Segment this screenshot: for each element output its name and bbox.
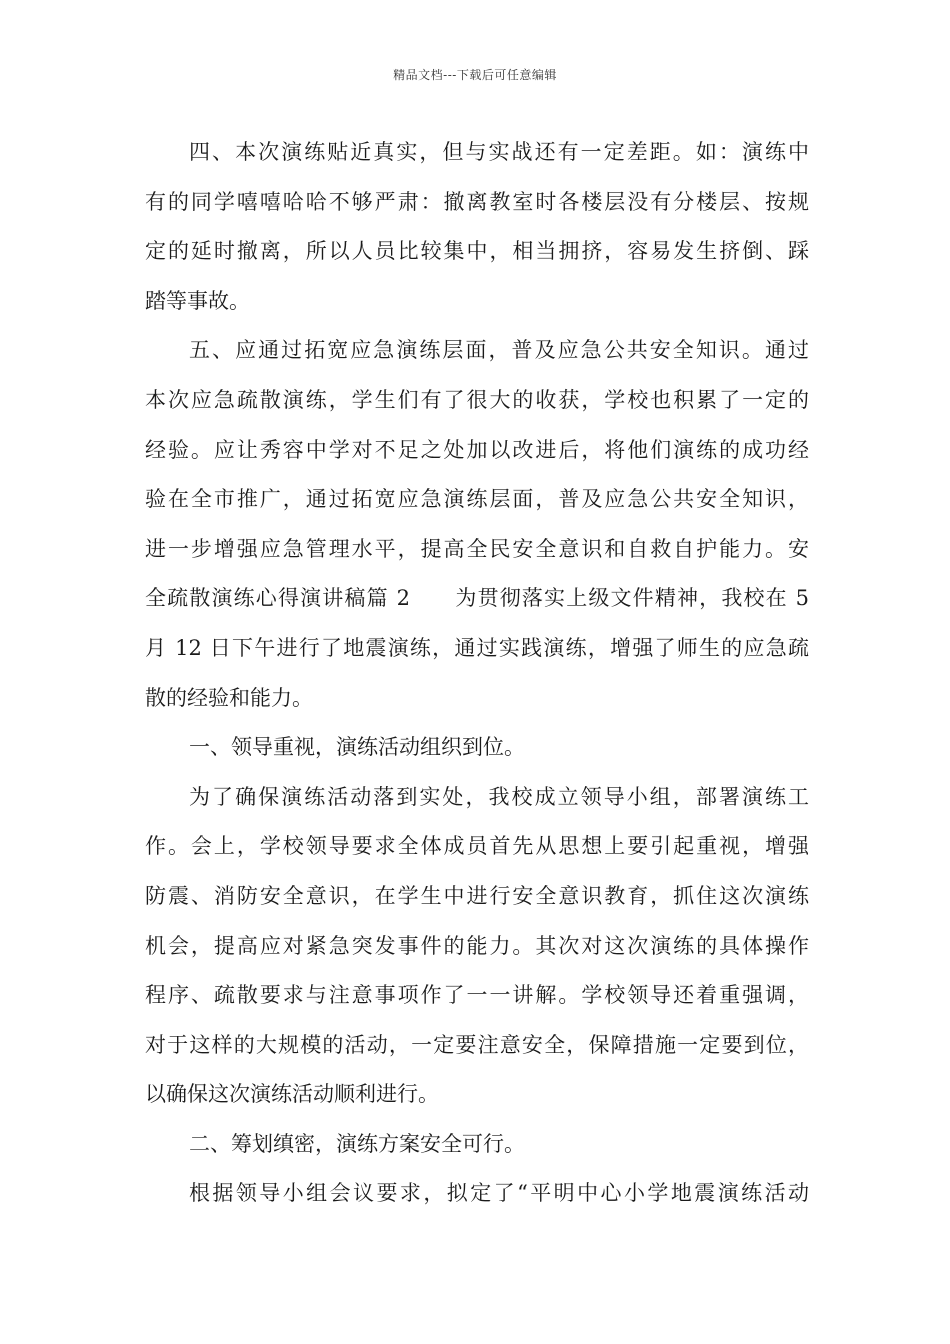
paragraph-line: 验在全市推广，通过拓宽应急演练层面，普及应急公共安全知识，	[145, 487, 809, 512]
paragraph-line: 对于这样的大规模的活动，一定要注意安全，保障措施一定要到位，	[145, 1032, 809, 1057]
paragraph-line: 作。会上，学校领导要求全体成员首先从思想上要引起重视，增强	[145, 834, 809, 859]
paragraph-line: 有的同学嘻嘻哈哈不够严肃：撤离教室时各楼层没有分楼层、按规	[145, 189, 809, 214]
document-body	[145, 128, 809, 1219]
paragraph-line: 五、应通过拓宽应急演练层面，普及应急公共安全知识。通过	[189, 338, 809, 363]
paragraph-line: 本次应急疏散演练，学生们有了很大的收获，学校也积累了一定的	[145, 387, 809, 412]
paragraph-line: 防震、消防安全意识，在学生中进行安全意识教育，抓住这次演练	[145, 883, 809, 908]
paragraph-line: 进一步增强应急管理水平，提高全民安全意识和自救自护能力。安	[145, 536, 809, 561]
paragraph-line: 全疏散演练心得演讲稿篇 2 为贯彻落实上级文件精神，我校在 5	[145, 586, 809, 611]
paragraph-line: 程序、疏散要求与注意事项作了一一讲解。学校领导还着重强调，	[145, 983, 809, 1008]
paragraph-line: 踏等事故。	[145, 288, 250, 313]
paragraph-line: 月 12 日下午进行了地震演练，通过实践演练，增强了师生的应急疏	[145, 635, 809, 660]
paragraph-line: 散的经验和能力。	[145, 685, 313, 710]
section-heading: 二、筹划缜密，演练方案安全可行。	[189, 1131, 525, 1156]
paragraph-line: 定的延时撤离，所以人员比较集中，相当拥挤，容易发生挤倒、踩	[145, 239, 809, 264]
paragraph-line: 为了确保演练活动落到实处，我校成立领导小组，部署演练工	[189, 784, 809, 809]
page-header: 精品文档---下载后可任意编辑	[393, 68, 557, 82]
paragraph-line: 机会，提高应对紧急突发事件的能力。其次对这次演练的具体操作	[145, 933, 809, 958]
paragraph-line: 根据领导小组会议要求，拟定了“平明中心小学地震演练活动	[189, 1181, 809, 1206]
paragraph-line: 四、本次演练贴近真实，但与实战还有一定差距。如：演练中	[189, 140, 809, 164]
paragraph-line: 以确保这次演练活动顺利进行。	[145, 1082, 439, 1107]
section-heading: 一、领导重视，演练活动组织到位。	[189, 735, 525, 760]
paragraph-line: 经验。应让秀容中学对不足之处加以改进后，将他们演练的成功经	[145, 437, 809, 462]
